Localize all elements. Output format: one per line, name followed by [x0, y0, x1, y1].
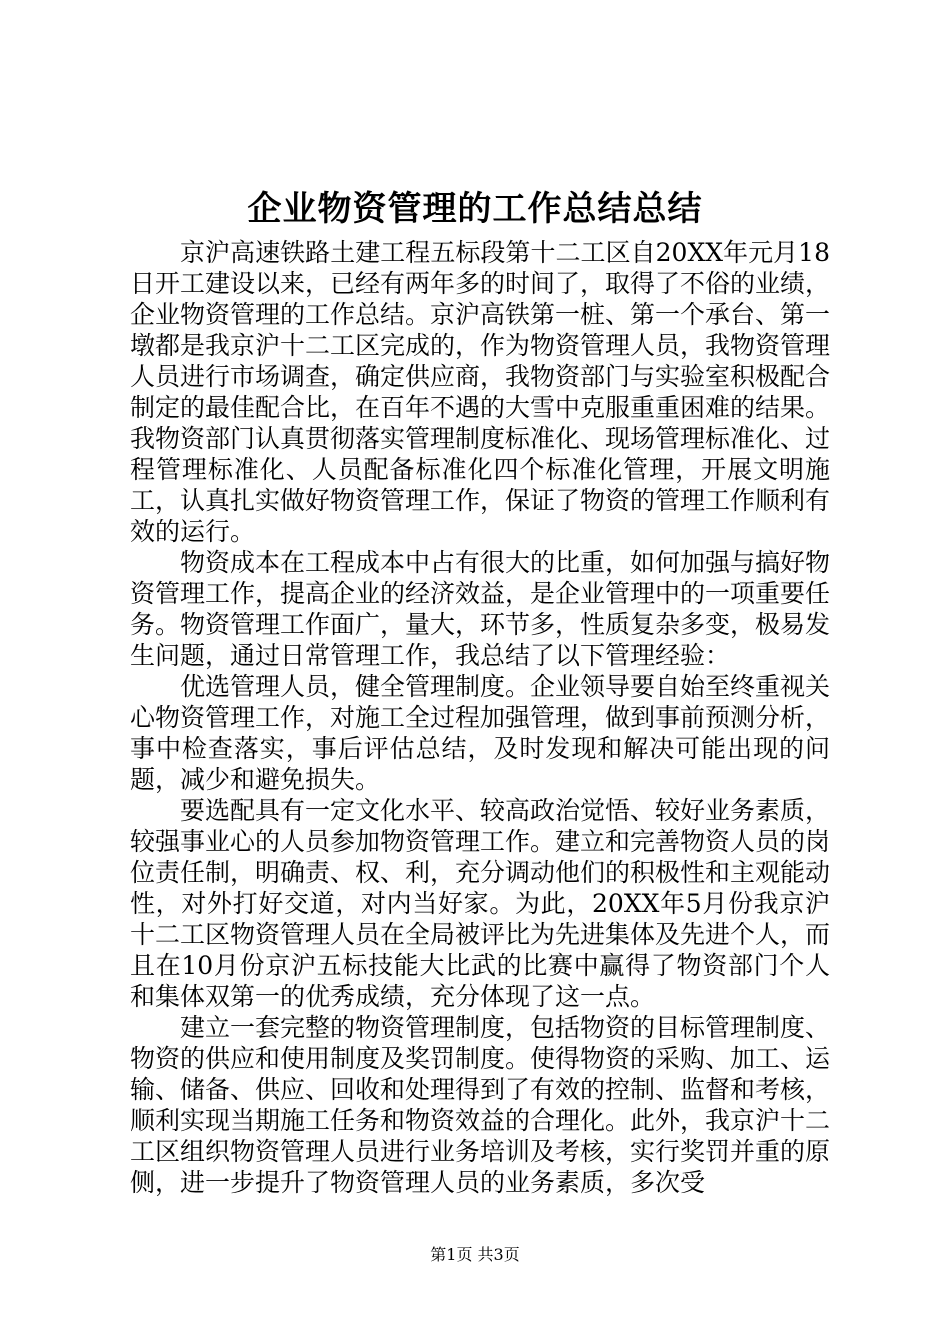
paragraph-4: 要选配具有一定文化水平、较高政治觉悟、较好业务素质，较强事业心的人员参加物资管理工作。建立和完善物资人员的岗位责任制，明确责、权、利，充分调动他们的积极性和主观能动性，对外打好交道，对内当好家。为此，20XX年5月份我京沪十二工区物资管理人员在全局被评比为先进集体及先进个人，而且在10月份京沪五标技能大比武的比赛中赢得了物资部门个人和集体双第一的优秀成绩，充分体现了这一点。	[130, 796, 831, 1011]
paragraph-5: 建立一套完整的物资管理制度，包括物资的目标管理制度、物资的供应和使用制度及奖罚制度。使得物资的采购、加工、运输、储备、供应、回收和处理得到了有效的控制、监督和考核，顺利实现当期施工任务和物资效益的合理化。此外，我京沪十二工区组织物资管理人员进行业务培训及考核，实行奖罚并重的原侧，进一步提升了物资管理人员的业务素质，多次受	[130, 1013, 831, 1197]
paragraph-1: 京沪高速铁路土建工程五标段第十二工区自20XX年元月18日开工建设以来，已经有两年多的时间了，取得了不俗的业绩，企业物资管理的工作总结。京沪高铁第一桩、第一个承台、第一墩都是我京沪十二工区完成的，作为物资管理人员，我物资管理人员进行市场调查，确定供应商，我物资部门与实验室积极配合制定的最佳配合比，在百年不遇的大雪中克服重重困难的结果。我物资部门认真贯彻落实管理制度标准化、现场管理标准化、过程管理标准化、人员配备标准化四个标准化管理，开展文明施工，认真扎实做好物资管理工作，保证了物资的管理工作顺利有效的运行。	[130, 238, 831, 546]
document-body	[130, 237, 830, 1198]
paragraph-3: 优选管理人员，健全管理制度。企业领导要自始至终重视关心物资管理工作，对施工全过程加强管理，做到事前预测分析，事中检查落实，事后评估总结，及时发现和解决可能出现的问题，减少和避免损失。	[130, 672, 831, 794]
paragraph-2: 物资成本在工程成本中占有很大的比重，如何加强与搞好物资管理工作，提高企业的经济效益，是企业管理中的一项重要任务。物资管理工作面广，量大，环节多，性质复杂多变，极易发生问题，通过日常管理工作，我总结了以下管理经验：	[130, 548, 831, 670]
document-title: 企业物资管理的工作总结总结	[247, 189, 703, 229]
page-footer: 第1页 共3页	[430, 1245, 520, 1264]
